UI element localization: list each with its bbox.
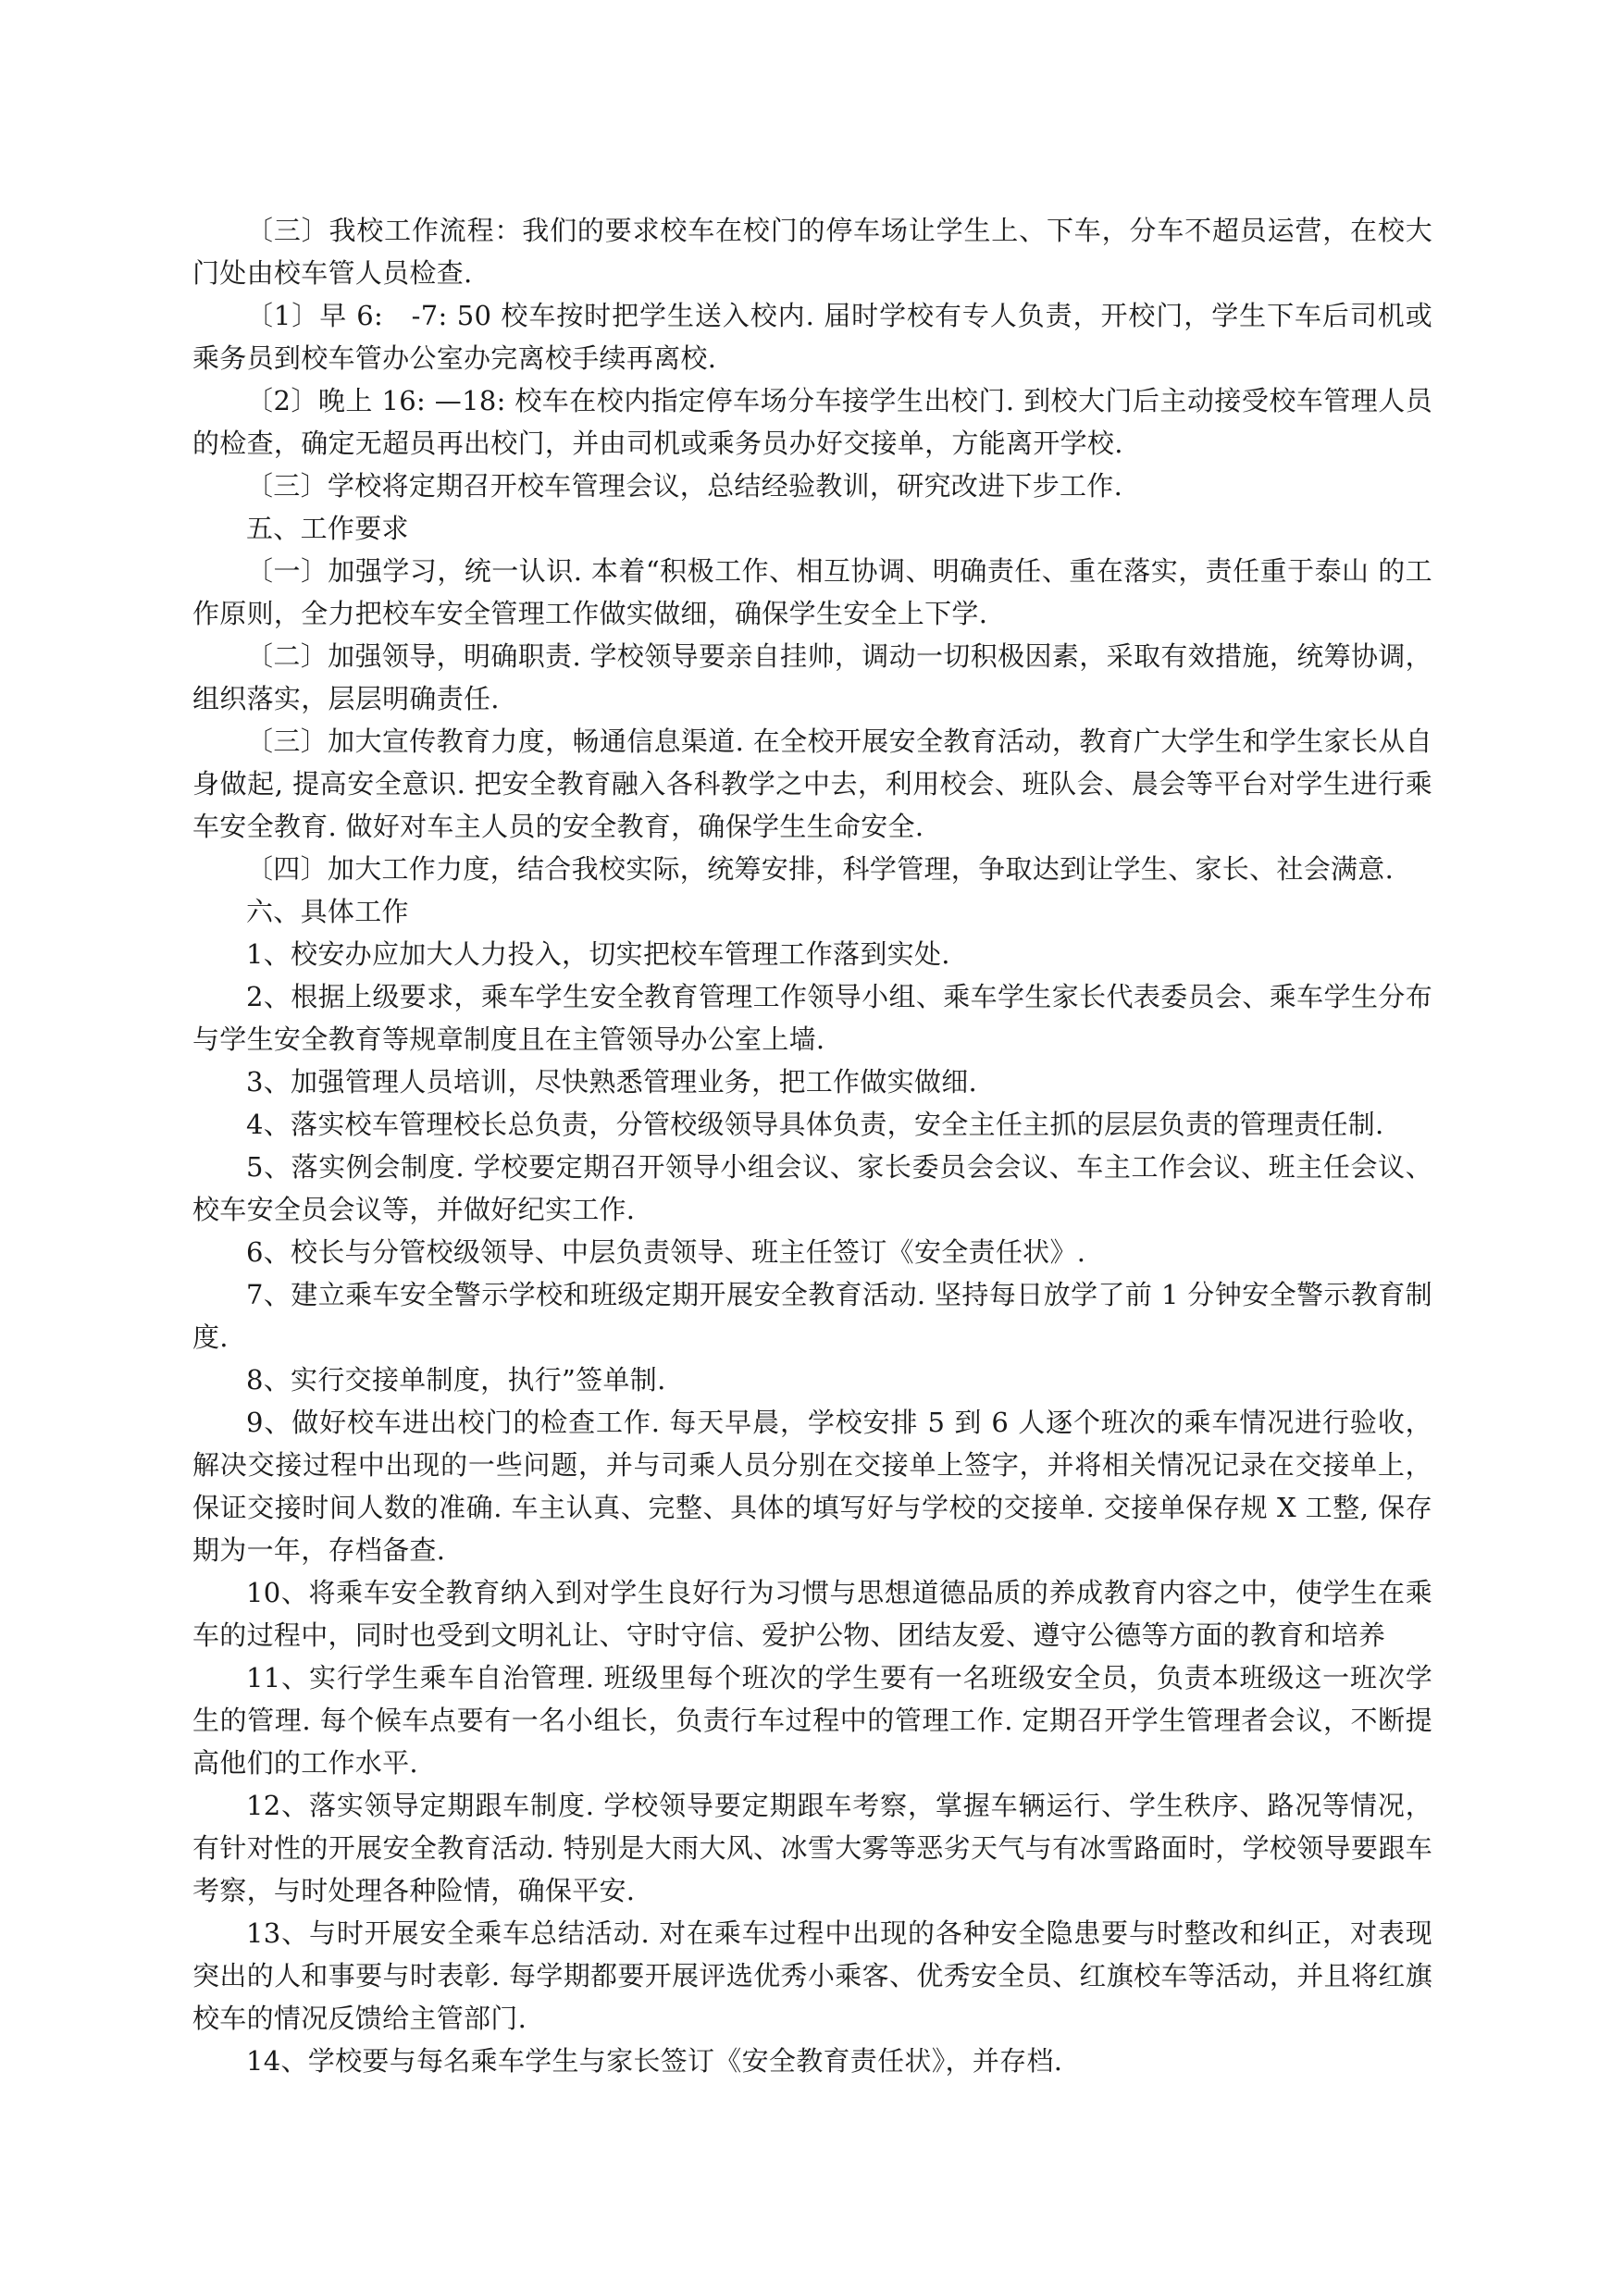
list-item-task-5: 5、落实例会制度. 学校要定期召开领导小组会议、家长委员会会议、车主工作会议、班主任会议、校车安全员会议等，并做好纪实工作. — [192, 1151, 1432, 1225]
list-item-task-8: 8、实行交接单制度，执行”签单制. — [246, 1364, 666, 1396]
list-item-task-14: 14、学校要与每名乘车学生与家长签订《安全教育责任状》，并存档. — [246, 2045, 1063, 2077]
list-item-task-11: 11、实行学生乘车自治管理. 班级里每个班次的学生要有一名班级安全员，负责本班级这一班次学生的管理. 每个候车点要有一名小组长，负责行车过程中的管理工作. 定期召开学生管理者会议，不断提高他们的工作水平. — [192, 1662, 1432, 1779]
document-body — [192, 209, 1432, 2082]
list-item-task-6: 6、校长与分管校级领导、中层负责领导、班主任签订《安全责任状》. — [246, 1236, 1086, 1268]
list-item-task-7: 7、建立乘车安全警示学校和班级定期开展安全教育活动. 坚持每日放学了前 1 分钟安全警示教育制度. — [192, 1279, 1432, 1353]
paragraph-requirement-4: 〔四〕加大工作力度，结合我校实际，统筹安排，科学管理，争取达到让学生、家长、社会满意. — [246, 853, 1395, 885]
list-item-task-1: 1、校安办应加大人力投入，切实把校车管理工作落到实处. — [246, 938, 950, 970]
paragraph-evening-schedule: 〔2〕晚上 16: —18: 校车在校内指定停车场分车接学生出校门. 到校大门后主动接受校车管理人员的检查，确定无超员再出校门，并由司机或乘务员办好交接单，方能离开学校. — [192, 385, 1432, 459]
list-item-task-10: 10、将乘车安全教育纳入到对学生良好行为习惯与思想道德品质的养成教育内容之中，使学生在乘车的过程中，同时也受到文明礼让、守时守信、爱护公物、团结友爱、遵守公德等方面的教育和培养 — [192, 1577, 1432, 1651]
section-heading-requirements: 五、工作要求 — [246, 513, 409, 544]
list-item-task-12: 12、落实领导定期跟车制度. 学校领导要定期跟车考察，掌握车辆运行、学生秩序、路况等情况，有针对性的开展安全教育活动. 特别是大雨大风、冰雪大雾等恶劣天气与有冰雪路面时，学校领导要跟车考察，与时处理各种险情，确保平安. — [192, 1790, 1432, 1906]
list-item-task-9: 9、做好校车进出校门的检查工作. 每天早晨，学校安排 5 到 6 人逐个班次的乘车情况进行验收，解决交接过程中出现的一些问题，并与司乘人员分别在交接单上签字，并将相关情况记录在交接单上，保证交接时间人数的准确. 车主认真、完整、具体的填写好与学校的交接单. 交接单保存规 X 工整, 保存期为一年，存档备查. — [192, 1407, 1432, 1566]
paragraph-requirement-3: 〔三〕加大宣传教育力度，畅通信息渠道. 在全校开展安全教育活动，教育广大学生和学生家长从自身做起, 提高安全意识. 把安全教育融入各科教学之中去，利用校会、班队会、晨会等平台对学生进行乘车安全教育. 做好对车主人员的安全教育，确保学生生命安全. — [192, 726, 1432, 842]
paragraph-morning-schedule: 〔1〕早 6: -7: 50 校车按时把学生送入校内. 届时学校有专人负责，开校门，学生下车后司机或乘务员到校车管办公室办完离校手续再离校. — [192, 300, 1432, 374]
paragraph-requirement-1: 〔一〕加强学习，统一认识. 本着“积极工作、相互协调、明确责任、重在落实，责任重于泰山 的工作原则，全力把校车安全管理工作做实做细，确保学生安全上下学. — [192, 555, 1432, 629]
list-item-task-2: 2、根据上级要求，乘车学生安全教育管理工作领导小组、乘车学生家长代表委员会、乘车学生分布与学生安全教育等规章制度且在主管领导办公室上墙. — [192, 981, 1432, 1055]
paragraph-requirement-2: 〔二〕加强领导，明确职责. 学校领导要亲自挂帅，调动一切积极因素，采取有效措施，统筹协调，组织落实，层层明确责任. — [192, 640, 1432, 714]
list-item-task-4: 4、落实校车管理校长总负责，分管校级领导具体负责，安全主任主抓的层层负责的管理责任制. — [246, 1109, 1384, 1140]
paragraph-meeting: 〔三〕学校将定期召开校车管理会议，总结经验教训，研究改进下步工作. — [246, 470, 1123, 502]
list-item-task-3: 3、加强管理人员培训，尽快熟悉管理业务，把工作做实做细. — [246, 1066, 978, 1098]
paragraph-workflow: 〔三〕我校工作流程：我们的要求校车在校门的停车场让学生上、下车，分车不超员运营，在校大门处由校车管人员检查. — [192, 215, 1432, 289]
section-heading-tasks: 六、具体工作 — [246, 896, 409, 927]
list-item-task-13: 13、与时开展安全乘车总结活动. 对在乘车过程中出现的各种安全隐患要与时整改和纠正，对表现突出的人和事要与时表彰. 每学期都要开展评选优秀小乘客、优秀安全员、红旗校车等活动，并且将红旗校车的情况反馈给主管部门. — [192, 1917, 1432, 2034]
